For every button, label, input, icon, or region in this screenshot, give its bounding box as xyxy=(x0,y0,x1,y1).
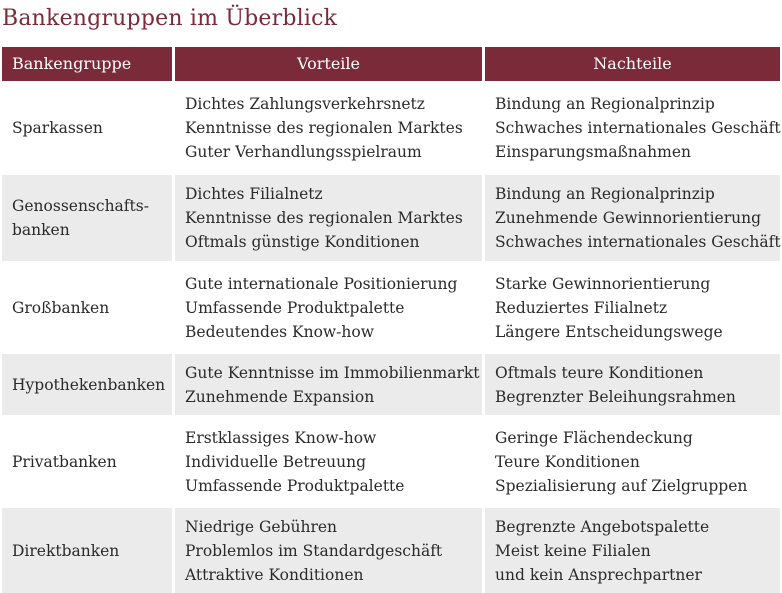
cell-bankengruppe xyxy=(2,354,172,415)
cell-line: Teure Konditionen xyxy=(495,452,640,471)
cell-vorteile xyxy=(175,508,482,593)
cell-line: Reduziertes Filialnetz xyxy=(495,298,668,317)
cell-line: Gute Kenntnisse im Immobilienmarkt xyxy=(185,363,480,382)
cell-line: Geringe Flächendeckung xyxy=(495,428,693,447)
page-title: Bankengruppen im Überblick xyxy=(2,6,338,31)
cell-line: Zunehmende Expansion xyxy=(185,387,375,406)
cell-line: Zunehmende Gewinnorientierung xyxy=(495,209,762,227)
cell-line: Direktbanken xyxy=(12,541,120,560)
cell-line: Erstklassiges Know-how xyxy=(185,428,377,447)
cell-vorteile xyxy=(175,354,482,415)
table-body xyxy=(2,85,780,593)
cell-line: Hypothekenbanken xyxy=(12,375,166,394)
cell-line: Schwaches internationales Geschäft xyxy=(495,233,781,251)
cell-line: Bindung an Regionalprinzip xyxy=(495,95,715,113)
cell-line: Genossenschafts- xyxy=(12,197,149,215)
cell-nachteile xyxy=(485,508,780,593)
cell-line: Kenntnisse des regionalen Marktes xyxy=(185,119,463,137)
cell-line: Privatbanken xyxy=(12,452,117,471)
table-row xyxy=(2,419,780,504)
table-row xyxy=(2,508,780,593)
cell-line: Guter Verhandlungsspielraum xyxy=(185,143,422,161)
cell-line: Meist keine Filialen xyxy=(495,541,651,560)
header-nachteile: Nachteile xyxy=(485,47,780,81)
cell-nachteile xyxy=(485,265,780,350)
cell-line: banken xyxy=(12,221,70,239)
table-row xyxy=(2,85,780,171)
cell-nachteile xyxy=(485,175,780,261)
cell-line: Gute internationale Positionierung xyxy=(185,274,458,293)
cell-bankengruppe xyxy=(2,175,172,261)
cell-vorteile xyxy=(175,419,482,504)
cell-line: Oftmals günstige Konditionen xyxy=(185,233,420,251)
cell-line: Starke Gewinnorientierung xyxy=(495,274,711,293)
cell-line: Niedrige Gebühren xyxy=(185,517,338,536)
cell-line: Individuelle Betreuung xyxy=(185,452,367,471)
cell-vorteile xyxy=(175,85,482,171)
table-row xyxy=(2,354,780,415)
cell-line: Attraktive Konditionen xyxy=(185,565,364,584)
cell-nachteile xyxy=(485,85,780,171)
cell-bankengruppe xyxy=(2,265,172,350)
cell-line: Längere Entscheidungswege xyxy=(495,322,723,341)
table-header-row xyxy=(2,47,780,81)
cell-line: Sparkassen xyxy=(12,119,103,137)
cell-line: Spezialisierung auf Zielgruppen xyxy=(495,476,748,495)
cell-vorteile xyxy=(175,175,482,261)
cell-nachteile xyxy=(485,419,780,504)
table-row xyxy=(2,265,780,350)
cell-bankengruppe xyxy=(2,508,172,593)
cell-line: Schwaches internationales Geschäft xyxy=(495,119,781,137)
cell-bankengruppe xyxy=(2,85,172,171)
cell-line: und kein Ansprechpartner xyxy=(495,565,702,584)
cell-line: Großbanken xyxy=(12,298,110,317)
cell-line: Umfassende Produktpalette xyxy=(185,476,405,495)
cell-line: Dichtes Zahlungsverkehrsnetz xyxy=(185,95,425,113)
table-row xyxy=(2,175,780,261)
cell-line: Bedeutendes Know-how xyxy=(185,322,374,341)
cell-bankengruppe xyxy=(2,419,172,504)
header-vorteile: Vorteile xyxy=(175,47,482,81)
cell-line: Oftmals teure Konditionen xyxy=(495,363,704,382)
cell-line: Begrenzte Angebotspalette xyxy=(495,517,710,536)
cell-nachteile xyxy=(485,354,780,415)
cell-line: Dichtes Filialnetz xyxy=(185,185,323,203)
comparison-table xyxy=(2,47,780,593)
cell-vorteile xyxy=(175,265,482,350)
cell-line: Umfassende Produktpalette xyxy=(185,298,405,317)
cell-line: Begrenzter Beleihungsrahmen xyxy=(495,387,736,406)
header-bankengruppe: Bankengruppe xyxy=(2,47,172,81)
cell-line: Bindung an Regionalprinzip xyxy=(495,185,715,203)
cell-line: Kenntnisse des regionalen Marktes xyxy=(185,209,463,227)
cell-line: Problemlos im Standardgeschäft xyxy=(185,541,443,560)
cell-line: Einsparungsmaßnahmen xyxy=(495,143,691,161)
